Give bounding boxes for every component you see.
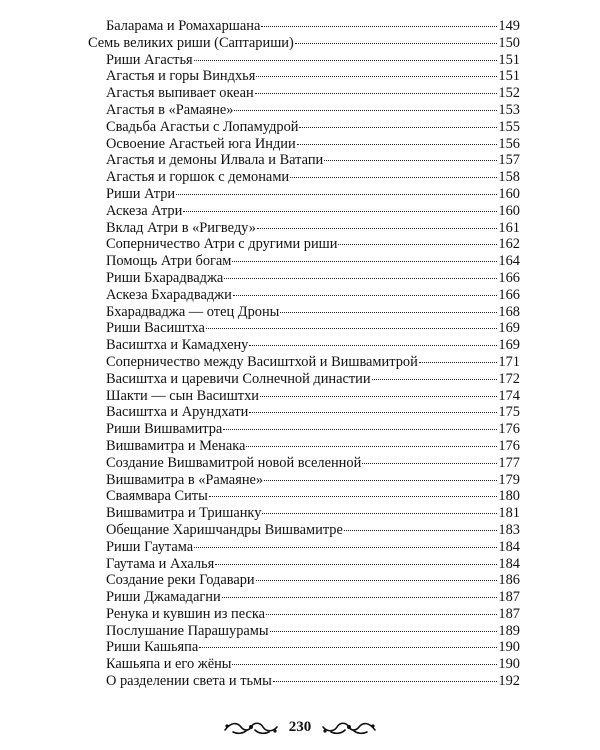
toc-entry-title: Гаутама и Ахалья <box>106 555 215 572</box>
toc-entry <box>88 18 520 35</box>
toc-entry-title: Васиштха и Арундхати <box>106 404 249 421</box>
toc-entry <box>88 371 520 388</box>
toc-entry-page: 184 <box>498 555 520 572</box>
toc-leader-dots <box>232 261 497 262</box>
toc-entry-title: Агастья выпивает океан <box>106 85 254 102</box>
toc-entry <box>88 102 520 119</box>
toc-entry <box>88 354 520 371</box>
toc-entry <box>88 337 520 354</box>
toc-entry-page: 176 <box>498 421 520 438</box>
toc-entry-title: Агастья в «Рамаяне» <box>106 101 234 118</box>
toc-entry-page: 171 <box>498 353 520 370</box>
toc-entry-title: О разделении света и тьмы <box>106 673 272 690</box>
toc-entry <box>88 488 520 505</box>
toc-leader-dots <box>233 295 498 296</box>
toc-leader-dots <box>324 160 497 161</box>
toc-entry <box>88 572 520 589</box>
toc-entry-page: 151 <box>498 51 520 68</box>
toc-entry-title: Агастья и горшок с демонами <box>106 169 290 186</box>
toc-leader-dots <box>372 379 498 380</box>
toc-entry-page: 160 <box>498 202 520 219</box>
toc-entry-title: Обещание Харишчандры Вишвамитре <box>106 521 343 538</box>
toc-entry <box>88 236 520 253</box>
toc-leader-dots <box>257 228 498 229</box>
page-number: 230 <box>288 718 312 735</box>
toc-entry-title: Баларама и Ромахаршана <box>106 18 261 34</box>
toc-entry-page: 164 <box>498 253 520 270</box>
toc-entry-page: 156 <box>498 135 520 152</box>
toc-entry-title: Семь великих риши (Саптариши) <box>88 34 294 51</box>
toc-leader-dots <box>299 127 497 128</box>
toc-entry <box>88 556 520 573</box>
toc-entry <box>88 505 520 522</box>
toc-entry <box>88 270 520 287</box>
toc-entry-title: Шакти — сын Васиштхи <box>106 387 259 404</box>
toc-entry-page: 155 <box>498 118 520 135</box>
toc-leader-dots <box>199 647 497 648</box>
toc-entry <box>88 623 520 640</box>
toc-entry-page: 180 <box>498 488 520 505</box>
toc-entry-page: 181 <box>498 505 520 522</box>
toc-entry-title: Риши Бхарадваджа <box>106 269 224 286</box>
toc-entry-title: Бхарадваджа — отец Дроны <box>106 303 280 320</box>
toc-entry <box>88 52 520 69</box>
toc-leader-dots <box>224 278 497 279</box>
toc-leader-dots <box>223 429 497 430</box>
toc-leader-dots <box>295 43 498 44</box>
toc-entry-title: Васиштха и царевичи Солнечной династии <box>106 370 371 387</box>
toc-leader-dots <box>232 664 497 665</box>
toc-leader-dots <box>249 412 497 413</box>
toc-entry-page: 160 <box>498 185 520 202</box>
toc-leader-dots <box>338 244 497 245</box>
toc-entry-title: Риши Атри <box>106 185 176 202</box>
toc-leader-dots <box>249 345 497 346</box>
toc-entry <box>88 136 520 153</box>
toc-entry-page: 183 <box>498 521 520 538</box>
toc-entry-title: Соперничество между Васиштхой и Вишвамитрой <box>106 353 418 370</box>
toc-leader-dots <box>266 614 497 615</box>
toc-entry-page: 187 <box>498 605 520 622</box>
table-of-contents <box>88 18 520 690</box>
toc-entry-page: 175 <box>498 404 520 421</box>
toc-leader-dots <box>256 580 498 581</box>
toc-entry-title: Риши Васиштха <box>106 320 205 337</box>
toc-entry-page: 161 <box>498 219 520 236</box>
toc-leader-dots <box>209 496 498 497</box>
toc-leader-dots <box>419 362 498 363</box>
toc-entry-title: Вишвамитра и Менака <box>106 437 246 454</box>
toc-entry-title: Агастья и горы Виндхья <box>106 68 256 85</box>
toc-leader-dots <box>206 328 497 329</box>
toc-entry-title: Освоение Агастьей юга Индии <box>106 135 296 152</box>
toc-leader-dots <box>194 60 498 61</box>
toc-entry-title: Васиштха и Камадхену <box>106 337 249 354</box>
toc-entry <box>88 539 520 556</box>
toc-entry-page: 150 <box>498 34 520 51</box>
toc-entry-page: 190 <box>498 639 520 656</box>
toc-entry-title: Риши Агастья <box>106 51 193 68</box>
toc-entry-title: Риши Гаутама <box>106 538 194 555</box>
toc-entry-page: 166 <box>498 286 520 303</box>
toc-entry <box>88 169 520 186</box>
toc-entry-title: Вклад Атри в «Ригведу» <box>106 219 256 236</box>
toc-entry-title: Риши Кашьяпа <box>106 639 199 656</box>
toc-entry-title: Риши Вишвамитра <box>106 421 223 438</box>
toc-entry-page: 168 <box>498 303 520 320</box>
toc-entry-page: 189 <box>498 622 520 639</box>
toc-entry-page: 151 <box>498 68 520 85</box>
toc-entry-title: Вишвамитра в «Рамаяне» <box>106 471 264 488</box>
toc-entry <box>88 85 520 102</box>
toc-entry-page: 176 <box>498 437 520 454</box>
toc-leader-dots <box>264 480 497 481</box>
toc-leader-dots <box>256 76 497 77</box>
toc-entry <box>88 589 520 606</box>
toc-leader-dots <box>194 547 497 548</box>
toc-entry-page: 162 <box>498 236 520 253</box>
toc-entry <box>88 522 520 539</box>
page-footer <box>0 714 600 740</box>
toc-leader-dots <box>270 631 498 632</box>
toc-entry <box>88 639 520 656</box>
toc-entry-title: Соперничество Атри с другими риши <box>106 236 338 253</box>
toc-leader-dots <box>273 681 498 682</box>
toc-entry <box>88 203 520 220</box>
toc-leader-dots <box>280 312 497 313</box>
toc-leader-dots <box>246 446 497 447</box>
toc-entry <box>88 472 520 489</box>
toc-entry-page: 190 <box>498 656 520 673</box>
toc-entry-title: Создание Вишвамитрой новой вселенной <box>106 454 362 471</box>
toc-entry-page: 166 <box>498 269 520 286</box>
toc-entry <box>88 421 520 438</box>
toc-leader-dots <box>344 530 498 531</box>
toc-leader-dots <box>290 177 497 178</box>
toc-entry-page: 149 <box>498 18 520 34</box>
toc-leader-dots <box>261 26 497 27</box>
toc-entry-page: 152 <box>498 85 520 102</box>
toc-entry-page: 158 <box>498 169 520 186</box>
toc-entry <box>88 253 520 270</box>
toc-leader-dots <box>297 144 498 145</box>
toc-entry-title: Свадьба Агастьи с Лопамудрой <box>106 118 299 135</box>
toc-entry-page: 169 <box>498 320 520 337</box>
toc-leader-dots <box>260 396 497 397</box>
toc-entry <box>88 186 520 203</box>
toc-entry-page: 169 <box>498 337 520 354</box>
toc-entry-page: 174 <box>498 387 520 404</box>
toc-entry <box>88 673 520 690</box>
toc-entry-page: 177 <box>498 454 520 471</box>
toc-leader-dots <box>255 93 498 94</box>
toc-leader-dots <box>222 597 498 598</box>
toc-entry-title: Ренука и кувшин из песка <box>106 605 265 622</box>
toc-entry-page: 187 <box>498 589 520 606</box>
toc-entry-title: Создание реки Годавари <box>106 572 255 589</box>
toc-entry <box>88 404 520 421</box>
toc-entry <box>88 119 520 136</box>
toc-leader-dots <box>262 513 497 514</box>
toc-entry <box>88 220 520 237</box>
toc-entry <box>88 287 520 304</box>
toc-leader-dots <box>234 110 497 111</box>
toc-entry-title: Сваямвара Ситы <box>106 488 208 505</box>
toc-entry <box>88 68 520 85</box>
toc-entry-title: Аскеза Бхарадваджи <box>106 286 232 303</box>
ornament-flourish-icon <box>321 718 377 736</box>
ornament-flourish-icon <box>223 718 279 736</box>
toc-entry-page: 184 <box>498 538 520 555</box>
toc-entry-page: 192 <box>498 673 520 690</box>
toc-entry-title: Послушание Парашурамы <box>106 622 269 639</box>
toc-leader-dots <box>183 211 497 212</box>
toc-entry-page: 157 <box>498 152 520 169</box>
toc-entry <box>88 35 520 52</box>
toc-leader-dots <box>362 463 497 464</box>
toc-entry-title: Кашьяпа и его жёны <box>106 656 232 673</box>
toc-entry <box>88 304 520 321</box>
toc-entry-title: Вишвамитра и Тришанку <box>106 505 262 522</box>
toc-leader-dots <box>176 194 497 195</box>
toc-entry <box>88 152 520 169</box>
toc-entry <box>88 320 520 337</box>
toc-entry-title: Риши Джамадагни <box>106 589 221 606</box>
toc-entry <box>88 656 520 673</box>
toc-entry <box>88 606 520 623</box>
toc-entry <box>88 455 520 472</box>
toc-entry-title: Помощь Атри богам <box>106 253 232 270</box>
toc-entry <box>88 438 520 455</box>
toc-entry-page: 179 <box>498 471 520 488</box>
toc-entry-title: Агастья и демоны Илвала и Ватапи <box>106 152 324 169</box>
toc-entry-page: 172 <box>498 370 520 387</box>
toc-entry-page: 186 <box>498 572 520 589</box>
toc-entry-title: Аскеза Атри <box>106 202 183 219</box>
toc-entry-page: 153 <box>498 101 520 118</box>
toc-entry <box>88 388 520 405</box>
toc-leader-dots <box>215 564 497 565</box>
